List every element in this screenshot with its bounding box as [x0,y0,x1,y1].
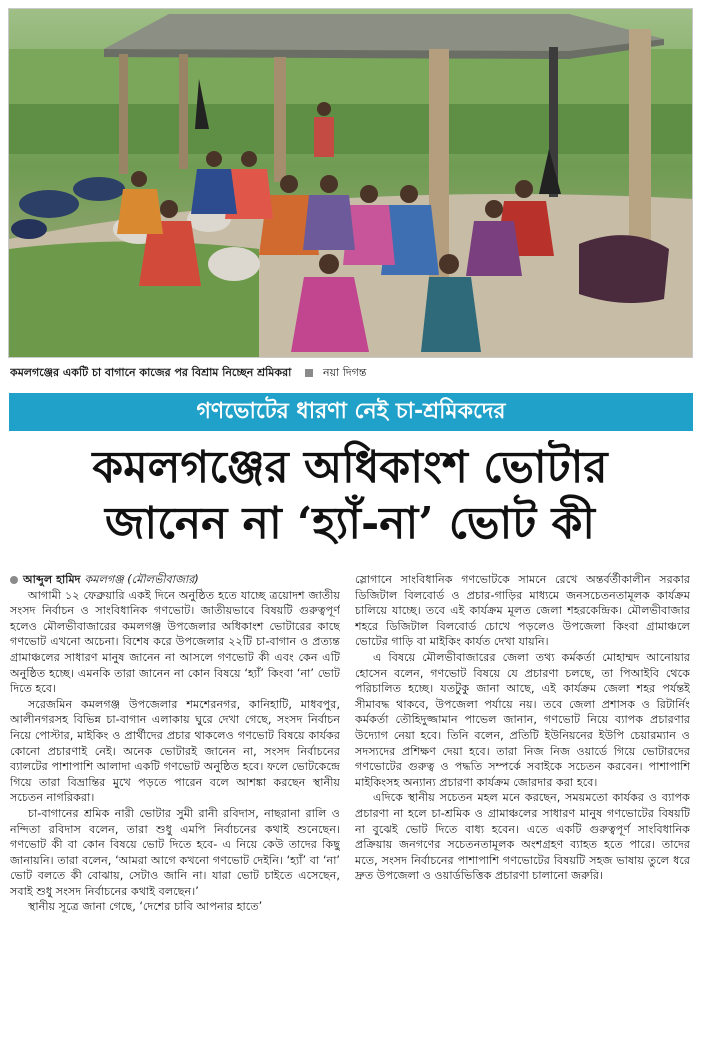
article-column-1 [10,572,340,1038]
tea-garden-rest-photo [9,9,693,358]
headline [10,440,690,562]
kicker-banner: গণভোটের ধারণা নেই চা-শ্রমিকদের [9,393,693,431]
caption-text: কমলগঞ্জের একটি চা বাগানে কাজের পর বিশ্রাম নিচ্ছেন শ্রমিকরা [10,366,292,379]
byline-author: আব্দুল হামিদ [23,573,81,586]
paragraph: আগামী ১২ ফেব্রুয়ারি একই দিনে অনুষ্ঠিত হতে যাচ্ছে ত্রয়োদশ জাতীয় সংসদ নির্বাচন ও সাংবিধানিক গণভোট। জাতীয়ভাবে বিষয়টি গুরুত্বপূর্ণ হলেও মৌলভীবাজারের কমলগঞ্জ উপজেলার অধিকাংশ ভোটারের কাছে গণভোট এখনো অচেনা। বিশেষ করে উপজেলার ২২টি চা-বাগান ও প্রত্যন্ত গ্রামাঞ্চলের সাধারণ মানুষ জানেন না আসলে গণভোট কী এবং কেন এটি অনুষ্ঠিত হচ্ছে। এমনকি তারা জানেন না কোন বিষয়ে ‘হ্যাঁ’ কিংবা ‘না’ ভোট দিতে হবে। [10,588,340,696]
byline-place: কমলগঞ্জ (মৌলভীবাজার) [84,573,199,586]
paragraph: স্লোগানে সাংবিধানিক গণভোটকে সামনে রেখে অন্তর্বর্তীকালীন সরকার ডিজিটাল বিলবোর্ড ও প্রচার-গাড়ির মাধ্যমে জনসচেতনতামূলক কার্যক্রম চালিয়ে যাচ্ছে। তবে এই কার্যক্রম মূলত জেলা শহরকেন্দ্রিক। মৌলভীবাজার শহরে ডিজিটাল বিলবোর্ড চোখে পড়লেও উপজেলা কিংবা গ্রামাঞ্চলে ভোটের গাড়ি বা মাইকিং কার্যত দেখা যায়নি। [355,573,690,649]
paragraph: স্থানীয় সূত্রে জানা গেছে, ‘দেশের চাবি আপনার হাতে’ [28,900,263,914]
paragraph: চা-বাগানের শ্রমিক নারী ভোটার সুমী রানী রবিদাস, নাছরানা রালি ও নন্দিতা রবিদাস বলেন, তারা শুধু এমপি নির্বাচনের কথাই শুনেছেন। গণভোট কী বা কোন বিষয়ে ভোট দিতে হবে- এ নিয়ে কেউ তাদের কিছু জানায়নি। তারা বলেন, ‘আমরা আগে কখনো গণভোট দেইনি। ‘হ্যাঁ’ বা ‘না’ ভোট বলতে কী বোঝায়, সেটাও জানি না। যারা ভোট চাইতে এসেছেন, সবাই শুধু সংসদ নির্বাচনের কথাই বলছেন।’ [10,806,340,898]
headline-line-2: জানেন না ‘হ্যাঁ-না’ ভোট কী [105,498,595,549]
photo-caption [10,364,690,382]
byline [10,572,340,588]
article-column-2 [355,572,690,1038]
caption-source: নয়া দিগন্ত [323,366,367,379]
caption-separator-icon [305,369,313,377]
paragraph: এ বিষয়ে মৌলভীবাজারের জেলা তথ্য কর্মকর্তা মোহাম্মদ আনোয়ার হোসেন বলেন, গণভোট বিষয়ে যে প্রচারণা চলছে, তা পিআইবি থেকে পরিচালিত হচ্ছে। যতটুকু জানা আছে, এই কার্যক্রম জেলা শহর পর্যন্তই সীমাবদ্ধ থাকবে, উপজেলা পর্যায়ে নয়। তবে জেলা প্রশাসক ও রিটার্নিং কর্মকর্তা তৌহিদুজ্জামান পাভেল জানান, গণভোট নিয়ে ব্যাপক প্রচারণার উদ্যোগ নেয়া হবে। তিনি বলেন, প্রতিটি ইউনিয়নের ইউপি চেয়ারম্যান ও সদস্যদের প্রশিক্ষণ দেয়া হবে। তারা নিজ নিজ ওয়ার্ডে গিয়ে ভোটারদের গণভোটের গুরুত্ব ও পদ্ধতি সম্পর্কে সবাইকে সচেতন করবেন। পাশাপাশি মাইকিংসহ অন্যান্য প্রচারণা কার্যক্রম জোরদার করা হবে। [355,650,690,789]
byline-bullet-icon [10,576,18,584]
paragraph: এদিকে স্থানীয় সচেতন মহল মনে করছেন, সময়মতো কার্যকর ও ব্যাপক প্রচারণা না হলে চা-শ্রমিক ও গ্রামাঞ্চলের সাধারণ মানুষ গণভোটের বিষয়টি না বুঝেই ভোট দিতে বাধ্য হবেন। এতে একটি গুরুত্বপূর্ণ সাংবিধানিক প্রক্রিয়ায় জনগণের সচেতনতামূলক অংশগ্রহণ ব্যাহত হতে পারে। তাদের মতে, সংসদ নির্বাচনের পাশাপাশি গণভোটের বিষয়টি সহজ ভাষায় তুলে ধরে দ্রুত উপজেলা ও ওয়ার্ডভিত্তিক প্রচারণা চালানো জরুরি। [355,791,690,883]
headline-line-1: কমলগঞ্জের অধিকাংশ ভোটার [92,442,608,493]
news-photo [8,8,693,358]
paragraph: সরেজমিন কমলগঞ্জ উপজেলার শমশেরনগর, কানিহাটি, মাধবপুর, আলীনগরসহ বিভিন্ন চা-বাগান এলাকায় ঘুরে দেখা গেছে, সংসদ নির্বাচন নিয়ে পোস্টার, মাইকিং ও প্রার্থীদের প্রচার থাকলেও গণভোট বিষয়ে কার্যকর কোনো প্রচারণাই নেই। অনেক ভোটারই জানেন না, সংসদ নির্বাচনের ব্যালটের পাশাপাশি আলাদা একটি গণভোট অনুষ্ঠিত হবে। ফলে ভোটকেন্দ্রে গিয়ে তারা বিভ্রান্তির মুখে পড়তে পারেন বলে আশঙ্কা করছেন স্থানীয় সচেতন নাগরিকরা। [10,697,340,805]
